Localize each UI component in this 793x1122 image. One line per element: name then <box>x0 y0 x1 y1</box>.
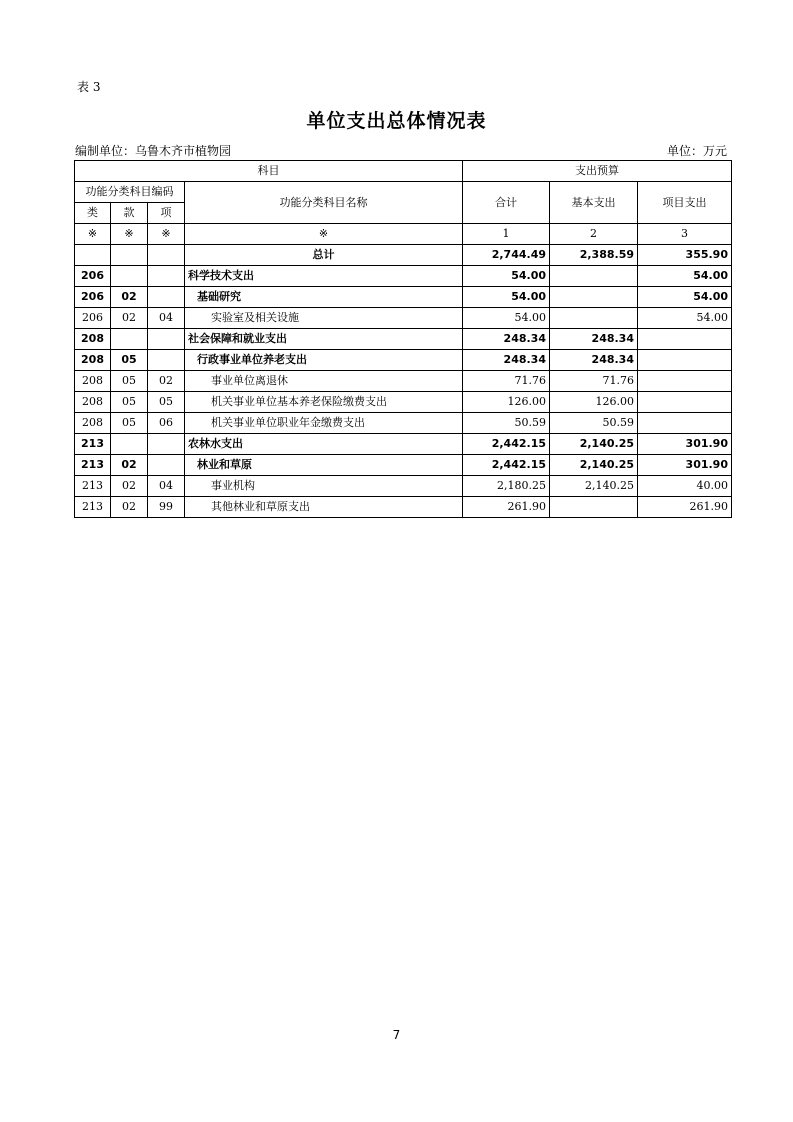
cell-basic: 71.76 <box>550 371 638 392</box>
cell-basic: 2,140.25 <box>550 476 638 497</box>
table-row <box>75 497 732 518</box>
cell-kuan: 02 <box>111 455 148 476</box>
cell-kuan <box>111 434 148 455</box>
cell-kuan: 05 <box>111 350 148 371</box>
col-number-3: 3 <box>638 224 732 245</box>
cell-lei: 208 <box>75 371 111 392</box>
header-row-1 <box>75 161 732 182</box>
cell-subject-name: 科学技术支出 <box>185 266 463 287</box>
cell-kuan: 05 <box>111 371 148 392</box>
cell-kuan: 02 <box>111 308 148 329</box>
cell-basic: 248.34 <box>550 350 638 371</box>
cell-total: 248.34 <box>463 350 550 371</box>
cell-xiang: 99 <box>148 497 185 518</box>
cell-lei: 213 <box>75 455 111 476</box>
cell-xiang <box>148 350 185 371</box>
table-row <box>75 245 732 266</box>
cell-subject-name: 事业机构 <box>185 476 463 497</box>
cell-project <box>638 392 732 413</box>
cell-total: 2,744.49 <box>463 245 550 266</box>
compiling-unit: 编制单位：乌鲁木齐市植物园 <box>75 144 232 158</box>
cell-kuan: 02 <box>111 476 148 497</box>
cell-kuan <box>111 329 148 350</box>
col-number-1: 1 <box>463 224 550 245</box>
table-row <box>75 350 732 371</box>
cell-xiang <box>148 266 185 287</box>
cell-basic: 2,388.59 <box>550 245 638 266</box>
cell-lei: 213 <box>75 434 111 455</box>
table-row <box>75 329 732 350</box>
cell-total: 50.59 <box>463 413 550 434</box>
cell-total: 126.00 <box>463 392 550 413</box>
cell-kuan: 02 <box>111 287 148 308</box>
cell-total: 71.76 <box>463 371 550 392</box>
cell-xiang <box>148 245 185 266</box>
cell-kuan <box>111 245 148 266</box>
cell-basic <box>550 266 638 287</box>
cell-lei: 206 <box>75 308 111 329</box>
currency-unit: 单位：万元 <box>666 144 727 158</box>
cell-total: 248.34 <box>463 329 550 350</box>
cell-lei: 213 <box>75 476 111 497</box>
cell-project: 54.00 <box>638 308 732 329</box>
header-kuan: 款 <box>111 203 148 224</box>
header-row-4 <box>75 224 732 245</box>
cell-project <box>638 350 732 371</box>
table-row <box>75 266 732 287</box>
cell-lei: 208 <box>75 350 111 371</box>
cell-xiang <box>148 287 185 308</box>
cell-basic: 2,140.25 <box>550 455 638 476</box>
cell-project: 54.00 <box>638 266 732 287</box>
cell-project: 301.90 <box>638 434 732 455</box>
expenditure-table <box>74 160 732 518</box>
mark-xiang: ※ <box>148 224 185 245</box>
header-xiang: 项 <box>148 203 185 224</box>
table-row <box>75 476 732 497</box>
cell-basic: 126.00 <box>550 392 638 413</box>
cell-subject-name: 社会保障和就业支出 <box>185 329 463 350</box>
cell-xiang: 05 <box>148 392 185 413</box>
cell-project <box>638 413 732 434</box>
cell-subject-name: 农林水支出 <box>185 434 463 455</box>
cell-xiang: 04 <box>148 308 185 329</box>
cell-total: 54.00 <box>463 266 550 287</box>
cell-project: 40.00 <box>638 476 732 497</box>
table-row <box>75 371 732 392</box>
cell-project: 355.90 <box>638 245 732 266</box>
page-number: 7 <box>392 1028 401 1042</box>
header-lei: 类 <box>75 203 111 224</box>
cell-project <box>638 329 732 350</box>
cell-lei: 213 <box>75 497 111 518</box>
mark-kuan: ※ <box>111 224 148 245</box>
cell-basic: 2,140.25 <box>550 434 638 455</box>
table-row <box>75 392 732 413</box>
cell-total: 2,180.25 <box>463 476 550 497</box>
page-title: 单位支出总体情况表 <box>306 110 487 132</box>
header-subject: 科目 <box>75 161 463 182</box>
header-code-group: 功能分类科目编码 <box>75 182 185 203</box>
header-basic: 基本支出 <box>550 182 638 224</box>
cell-basic <box>550 287 638 308</box>
table-label: 表 3 <box>77 80 101 94</box>
cell-subject-name: 总计 <box>185 245 463 266</box>
cell-subject-name: 林业和草原 <box>185 455 463 476</box>
cell-lei: 208 <box>75 392 111 413</box>
table-row <box>75 434 732 455</box>
cell-subject-name: 基础研究 <box>185 287 463 308</box>
cell-subject-name: 其他林业和草原支出 <box>185 497 463 518</box>
cell-xiang <box>148 455 185 476</box>
cell-subject-name: 事业单位离退休 <box>185 371 463 392</box>
cell-project: 261.90 <box>638 497 732 518</box>
cell-subject-name: 行政事业单位养老支出 <box>185 350 463 371</box>
cell-kuan: 05 <box>111 413 148 434</box>
cell-total: 54.00 <box>463 308 550 329</box>
cell-xiang: 02 <box>148 371 185 392</box>
mark-name: ※ <box>185 224 463 245</box>
cell-total: 261.90 <box>463 497 550 518</box>
cell-lei: 206 <box>75 287 111 308</box>
header-total: 合计 <box>463 182 550 224</box>
col-number-2: 2 <box>550 224 638 245</box>
header-subject-name: 功能分类科目名称 <box>185 182 463 224</box>
cell-xiang: 06 <box>148 413 185 434</box>
cell-lei <box>75 245 111 266</box>
header-row-2 <box>75 182 732 203</box>
table-row <box>75 413 732 434</box>
cell-lei: 208 <box>75 329 111 350</box>
cell-total: 2,442.15 <box>463 455 550 476</box>
cell-subject-name: 机关事业单位职业年金缴费支出 <box>185 413 463 434</box>
cell-xiang <box>148 329 185 350</box>
cell-total: 2,442.15 <box>463 434 550 455</box>
mark-lei: ※ <box>75 224 111 245</box>
cell-project <box>638 371 732 392</box>
cell-lei: 208 <box>75 413 111 434</box>
cell-basic <box>550 308 638 329</box>
table-row <box>75 287 732 308</box>
cell-kuan: 05 <box>111 392 148 413</box>
table-row <box>75 308 732 329</box>
cell-subject-name: 实验室及相关设施 <box>185 308 463 329</box>
table-row <box>75 455 732 476</box>
cell-basic: 50.59 <box>550 413 638 434</box>
cell-xiang <box>148 434 185 455</box>
cell-xiang: 04 <box>148 476 185 497</box>
cell-kuan: 02 <box>111 497 148 518</box>
cell-lei: 206 <box>75 266 111 287</box>
header-project: 项目支出 <box>638 182 732 224</box>
cell-basic <box>550 497 638 518</box>
cell-basic: 248.34 <box>550 329 638 350</box>
header-budget: 支出预算 <box>463 161 732 182</box>
cell-project: 54.00 <box>638 287 732 308</box>
cell-subject-name: 机关事业单位基本养老保险缴费支出 <box>185 392 463 413</box>
cell-total: 54.00 <box>463 287 550 308</box>
cell-kuan <box>111 266 148 287</box>
cell-project: 301.90 <box>638 455 732 476</box>
